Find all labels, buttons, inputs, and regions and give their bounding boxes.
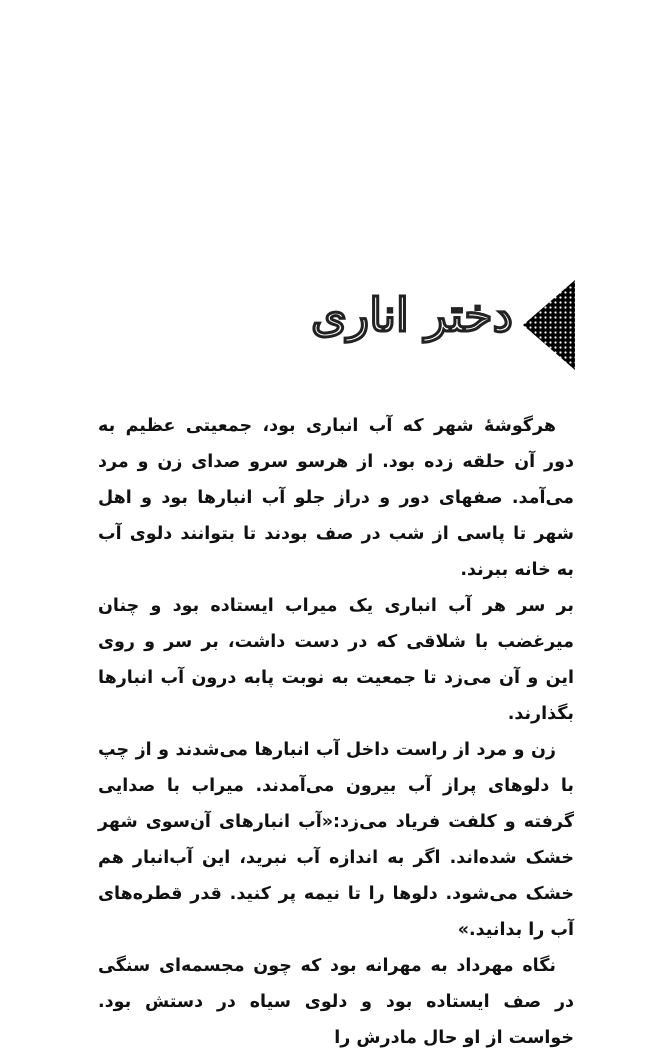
paragraph: بر سر هر آب انباری یک میراب ایستاده بود و چنان میرغضب با شلاقی که در دست داشت، بر سر و روی این و آن می‌زد تا جمعیت به نوبت پابه درون آب انبارها بگذارند. xyxy=(98,596,574,724)
paragraph: هرگوشهٔ شهر که آب انباری بود، جمعیتی عظیم به دور آن حلقه زده بود. از هرسو سرو صدای زن و مرد می‌آمد. صفهای دور و دراز جلو آب انبارها بود و اهل شهر تا پاسی از شب در صف بودند تا بتوانند دلوی آب به خانه ببرند. xyxy=(98,416,574,580)
chapter-header xyxy=(0,280,663,390)
triangle-ornament-icon xyxy=(523,280,575,370)
body-text xyxy=(98,408,574,1056)
paragraph: نگاه مهرداد به مهرانه بود که چون مجسمه‌ای سنگی در صف ایستاده بود و دلوی سیاه در دستش بود. خواست از او حال مادرش را xyxy=(98,956,574,1048)
paragraph: زن و مرد از راست داخل آب انبارها می‌شدند و از چپ با دلوهای پراز آب بیرون می‌آمدند. میراب با صدایی گرفته و کلفت فریاد می‌زد:«آب انبارهای آن‌سوی شهر خشک شده‌اند. اگر به اندازه آب نبرید، این آب‌انبار هم خشک می‌شود. دلوها را تا نیمه پر کنید. قدر قطره‌های آب را بدانید.» xyxy=(98,740,574,940)
chapter-title: دختر اناری xyxy=(310,288,513,342)
